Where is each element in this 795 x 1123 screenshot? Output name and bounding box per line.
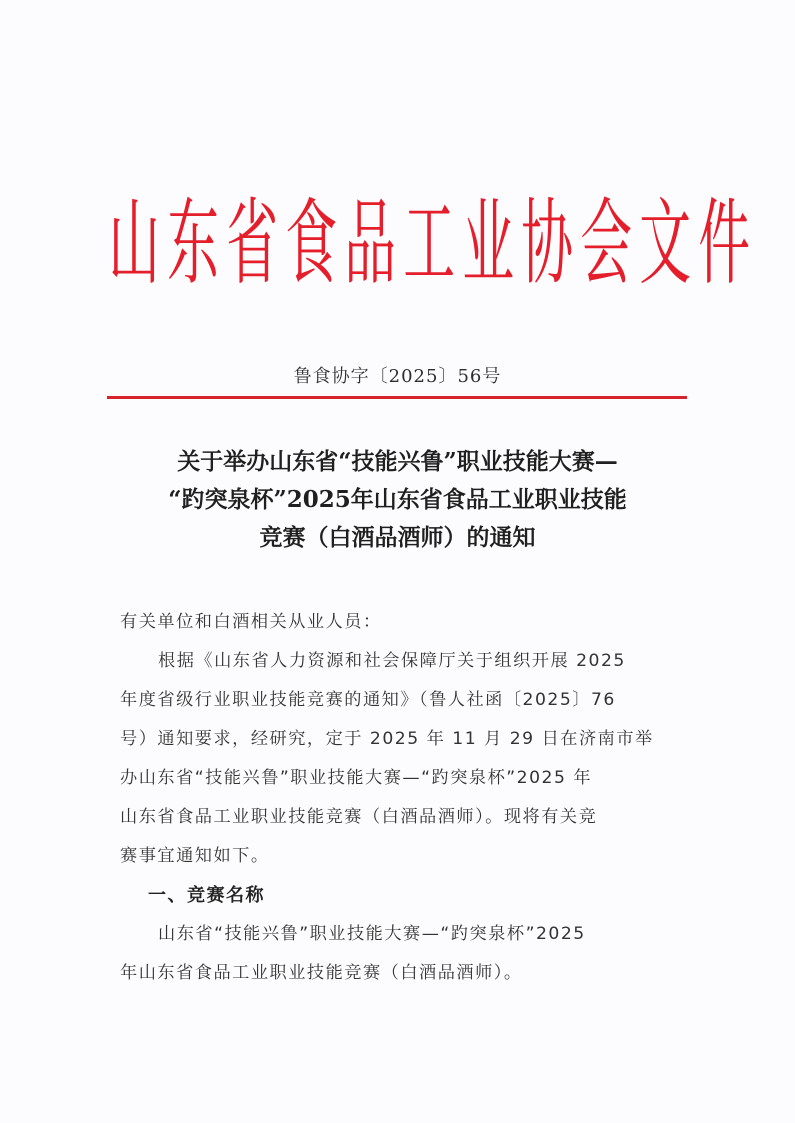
- masthead-char: 协: [521, 188, 574, 298]
- paragraph-line: 号）通知要求，经研究，定于 2025 年 11 月 29 日在济南市举: [120, 729, 654, 749]
- title-line: 竞赛（白酒品酒师）的通知: [259, 524, 536, 551]
- title-line: 关于举办山东省“技能兴鲁”职业技能大赛—: [177, 448, 618, 475]
- paragraph-line: 办山东省“技能兴鲁”职业技能大赛—“趵突泉杯”2025 年: [120, 768, 593, 788]
- notice-title: [0, 443, 795, 557]
- masthead-char: 省: [226, 188, 279, 298]
- masthead-char: 品: [344, 188, 397, 298]
- paragraph-line: 山东省食品工业职业技能竞赛（白酒品酒师）。现将有关竞: [120, 807, 598, 827]
- masthead-title: [100, 188, 751, 298]
- document-number: 鲁食协字〔2025〕56号: [293, 366, 502, 387]
- masthead-char: 件: [698, 188, 751, 298]
- masthead-char: 业: [462, 188, 515, 298]
- paragraph-line: 年度省级行业职业技能竞赛的通知》（鲁人社函〔2025〕76: [120, 690, 616, 710]
- title-line: “趵突泉杯”2025年山东省食品工业职业技能: [168, 486, 627, 513]
- masthead-char: 会: [580, 188, 633, 298]
- masthead-char: 山: [108, 188, 161, 298]
- red-divider-line: [107, 396, 687, 399]
- masthead-char: 食: [285, 188, 338, 298]
- paragraph-line: 赛事宜通知如下。: [120, 846, 270, 866]
- masthead-char: 工: [403, 188, 456, 298]
- salutation: 有关单位和白酒相关从业人员：: [120, 612, 382, 632]
- section-heading: 一、竞赛名称: [148, 885, 265, 906]
- notice-body: [120, 603, 680, 993]
- masthead-char: 东: [167, 188, 220, 298]
- paragraph-line: 年山东省食品工业职业技能竞赛（白酒品酒师）。: [120, 963, 523, 983]
- paragraph-line: 根据《山东省人力资源和社会保障厅关于组织开展 2025: [158, 651, 626, 671]
- masthead-char: 文: [639, 188, 692, 298]
- paragraph-line: 山东省“技能兴鲁”职业技能大赛—“趵突泉杯”2025: [158, 924, 586, 944]
